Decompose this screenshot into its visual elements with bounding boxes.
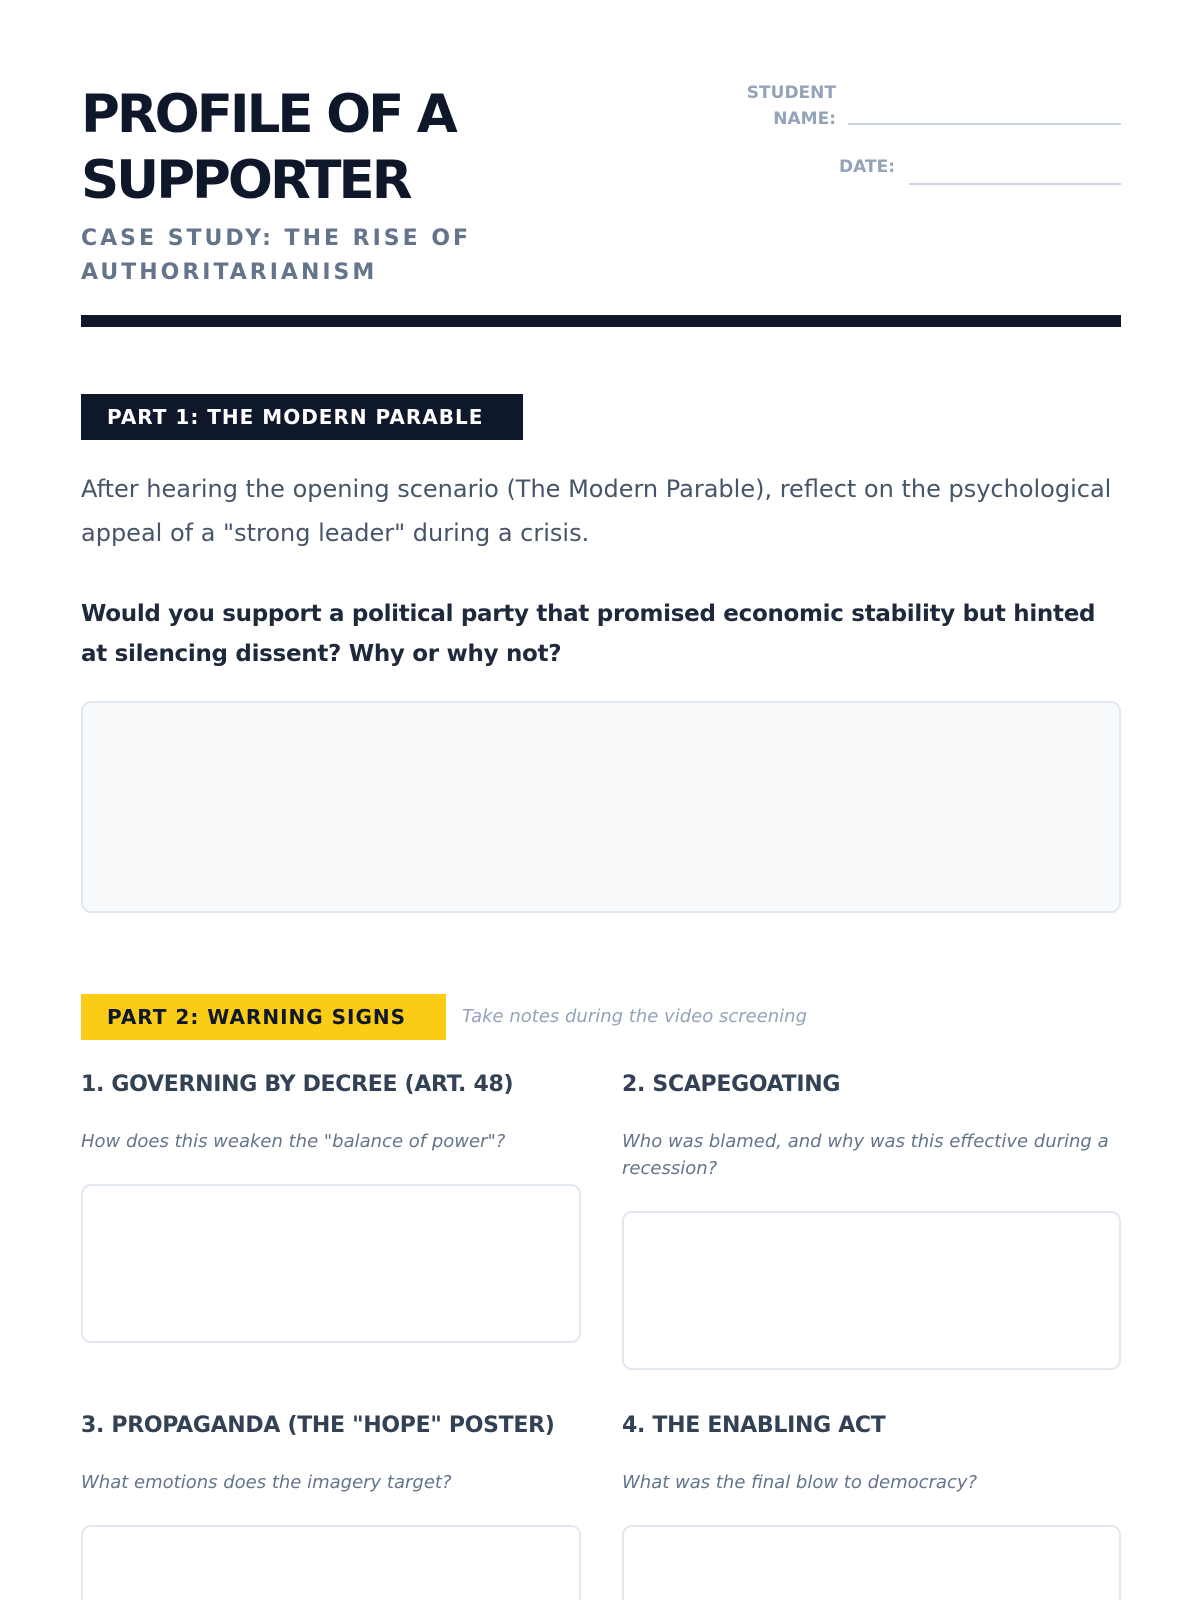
sign-4-prompt: What was the final blow to democracy? xyxy=(622,1472,978,1493)
part1-badge: PART 1: THE MODERN PARABLE xyxy=(81,394,523,440)
page-subtitle: CASE STUDY: THE RISE OF AUTHORITARIANISM xyxy=(81,226,472,285)
sign-3-title: 3. PROPAGANDA (THE "HOPE" POSTER) xyxy=(81,1413,555,1438)
sign-1-title: 1. GOVERNING BY DECREE (ART. 48) xyxy=(81,1072,514,1097)
student-name-label: STUDENT NAME: xyxy=(746,83,836,129)
sign-3-answer-box[interactable] xyxy=(81,1525,581,1600)
part1-question: Would you support a political party that promised economic stability but hinted at silencing dissent? Why or why not? xyxy=(81,601,1096,667)
sign-2-title: 2. SCAPEGOATING xyxy=(622,1072,841,1097)
sign-3-prompt: What emotions does the imagery target? xyxy=(81,1472,452,1493)
student-name-field[interactable] xyxy=(848,123,1121,125)
part2-badge: PART 2: WARNING SIGNS xyxy=(81,994,446,1040)
header-divider xyxy=(81,315,1121,327)
sign-1-prompt: How does this weaken the "balance of power"? xyxy=(81,1131,506,1152)
date-label: DATE: xyxy=(839,157,895,177)
sign-1-answer-box[interactable] xyxy=(81,1184,581,1343)
part1-answer-box[interactable] xyxy=(81,701,1121,913)
date-field[interactable] xyxy=(909,183,1121,185)
sign-4-title: 4. THE ENABLING ACT xyxy=(622,1413,886,1438)
sign-4-answer-box[interactable] xyxy=(622,1525,1121,1600)
part1-intro-text: After hearing the opening scenario (The Modern Parable), reflect on the psychological appeal of a "strong leader" during a crisis. xyxy=(81,475,1112,547)
part2-note: Take notes during the video screening xyxy=(462,1006,808,1027)
sign-2-answer-box[interactable] xyxy=(622,1211,1121,1370)
page-title: PROFILE OF A SUPPORTER xyxy=(81,84,455,211)
sign-2-prompt: Who was blamed, and why was this effective during a recession? xyxy=(622,1131,1109,1179)
